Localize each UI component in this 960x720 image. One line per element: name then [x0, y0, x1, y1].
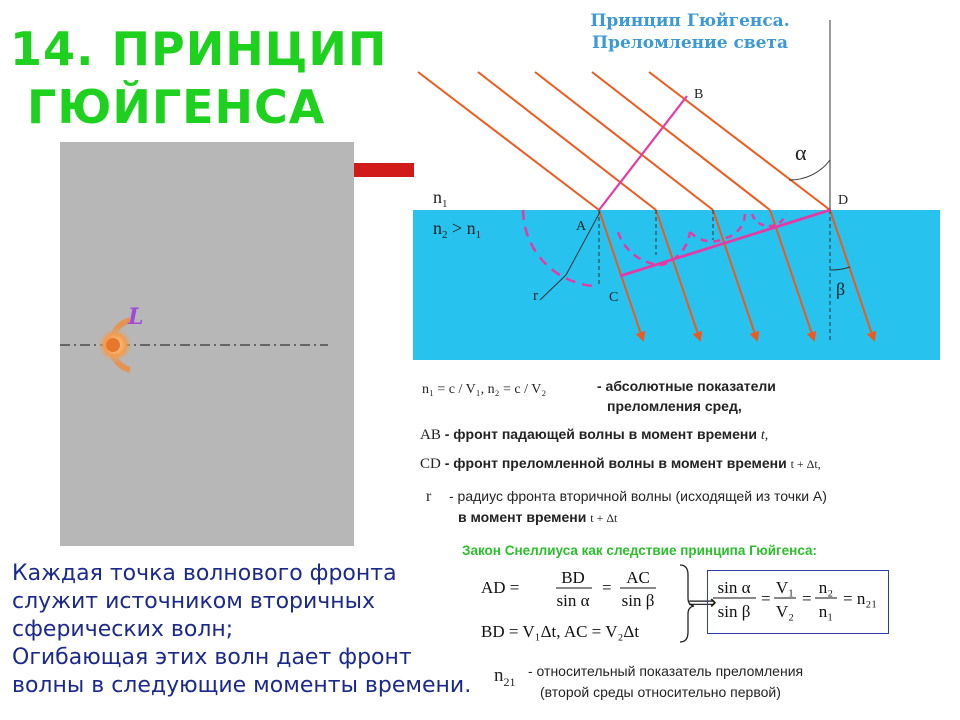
snell-law-title: Закон Снеллиуса как следствие принципа Гюйгенса: — [462, 543, 818, 558]
r-time: t + Δt — [590, 511, 618, 525]
incident-ray — [418, 72, 599, 210]
r-desc-line-2 — [458, 509, 617, 526]
body-line: Огибающая этих волн дает фронт — [12, 645, 412, 670]
source-label: L — [128, 304, 144, 330]
cd-desc: - фронт преломленной волны в момент времени — [440, 455, 791, 471]
n21-desc-1: - относительный показатель преломления — [528, 663, 804, 679]
box-den1: sin β — [717, 602, 751, 621]
ab-label: AB — [420, 427, 441, 443]
title-line-1: 14. ПРИНЦИП — [10, 22, 388, 76]
label-n1: $n_1$ — [433, 187, 448, 210]
r-desc-2: в момент времени — [458, 509, 591, 525]
box-num2: V₁ — [775, 578, 795, 597]
curly-brace — [680, 565, 694, 642]
refractive-index-formula: n₁ = c / V₁, n₂ = c / V₂ — [422, 382, 547, 397]
eq2: BD = V₁Δt, AC = V₂Δt — [481, 622, 640, 641]
box-den2: V₂ — [775, 602, 795, 621]
incident-wavefront-AB — [599, 96, 687, 210]
implies-arrow: ⟹ — [688, 592, 717, 614]
box-num3: n₂ — [818, 578, 834, 597]
cd-time: t + Δt, — [790, 457, 821, 471]
diagram-title-line-2: Преломление света — [592, 33, 788, 53]
incident-ray — [592, 72, 770, 210]
svg-text:=: = — [761, 589, 771, 608]
eq1-num1: BD — [561, 568, 585, 587]
label-r: r — [533, 288, 538, 304]
incident-ray — [535, 72, 713, 210]
r-desc-1: - радиус фронта вторичной волны (исходящей из точки A) — [449, 488, 827, 504]
label-n2-gt-n1: $n_2 > n_1$ — [433, 218, 482, 241]
label-A: A — [576, 219, 587, 234]
refractive-index-desc-2: преломления сред, — [607, 398, 742, 414]
label-B: B — [694, 87, 704, 102]
eq1-lhs: AD = — [481, 578, 520, 597]
box-result: = n₂₁ — [843, 589, 878, 608]
snell-result-box — [707, 570, 889, 634]
r-label: r — [426, 488, 432, 505]
label-beta: β — [836, 279, 846, 299]
body-line: волны в следующие моменты времени. — [12, 673, 472, 698]
n21-desc-2: (второй среды относительно первой) — [540, 684, 781, 700]
body-line: служит источником вторичных — [12, 589, 376, 614]
box-den3: n₁ — [818, 602, 834, 621]
label-C: C — [609, 290, 619, 305]
cd-label: CD — [420, 456, 441, 472]
body-line: сферических волн; — [12, 617, 234, 642]
ab-definition — [420, 426, 768, 444]
eq1-eq: = — [602, 578, 612, 597]
n21-label: $n_{21}$ — [494, 665, 516, 689]
eq1-den2: sin β — [621, 591, 655, 610]
eq1-num2: AC — [626, 568, 650, 587]
ab-desc: - фронт падающей волны в момент времени — [440, 426, 761, 442]
refractive-index-desc-1: - абсолютные показатели — [597, 378, 776, 394]
svg-text:=: = — [802, 589, 812, 608]
box-num1: sin α — [717, 578, 751, 597]
body-line: Каждая точка волнового фронта — [12, 561, 397, 586]
label-alpha: α — [795, 140, 807, 165]
diagram-title-line-1: Принцип Гюйгенса. — [590, 11, 790, 31]
incident-ray — [478, 72, 656, 210]
label-D: D — [838, 193, 849, 208]
cd-definition — [420, 455, 821, 473]
title-line-2: ГЮЙГЕНСА — [10, 80, 326, 134]
ab-time: t, — [760, 428, 769, 443]
eq1-den1: sin α — [556, 591, 590, 610]
second-medium-water — [413, 210, 940, 360]
